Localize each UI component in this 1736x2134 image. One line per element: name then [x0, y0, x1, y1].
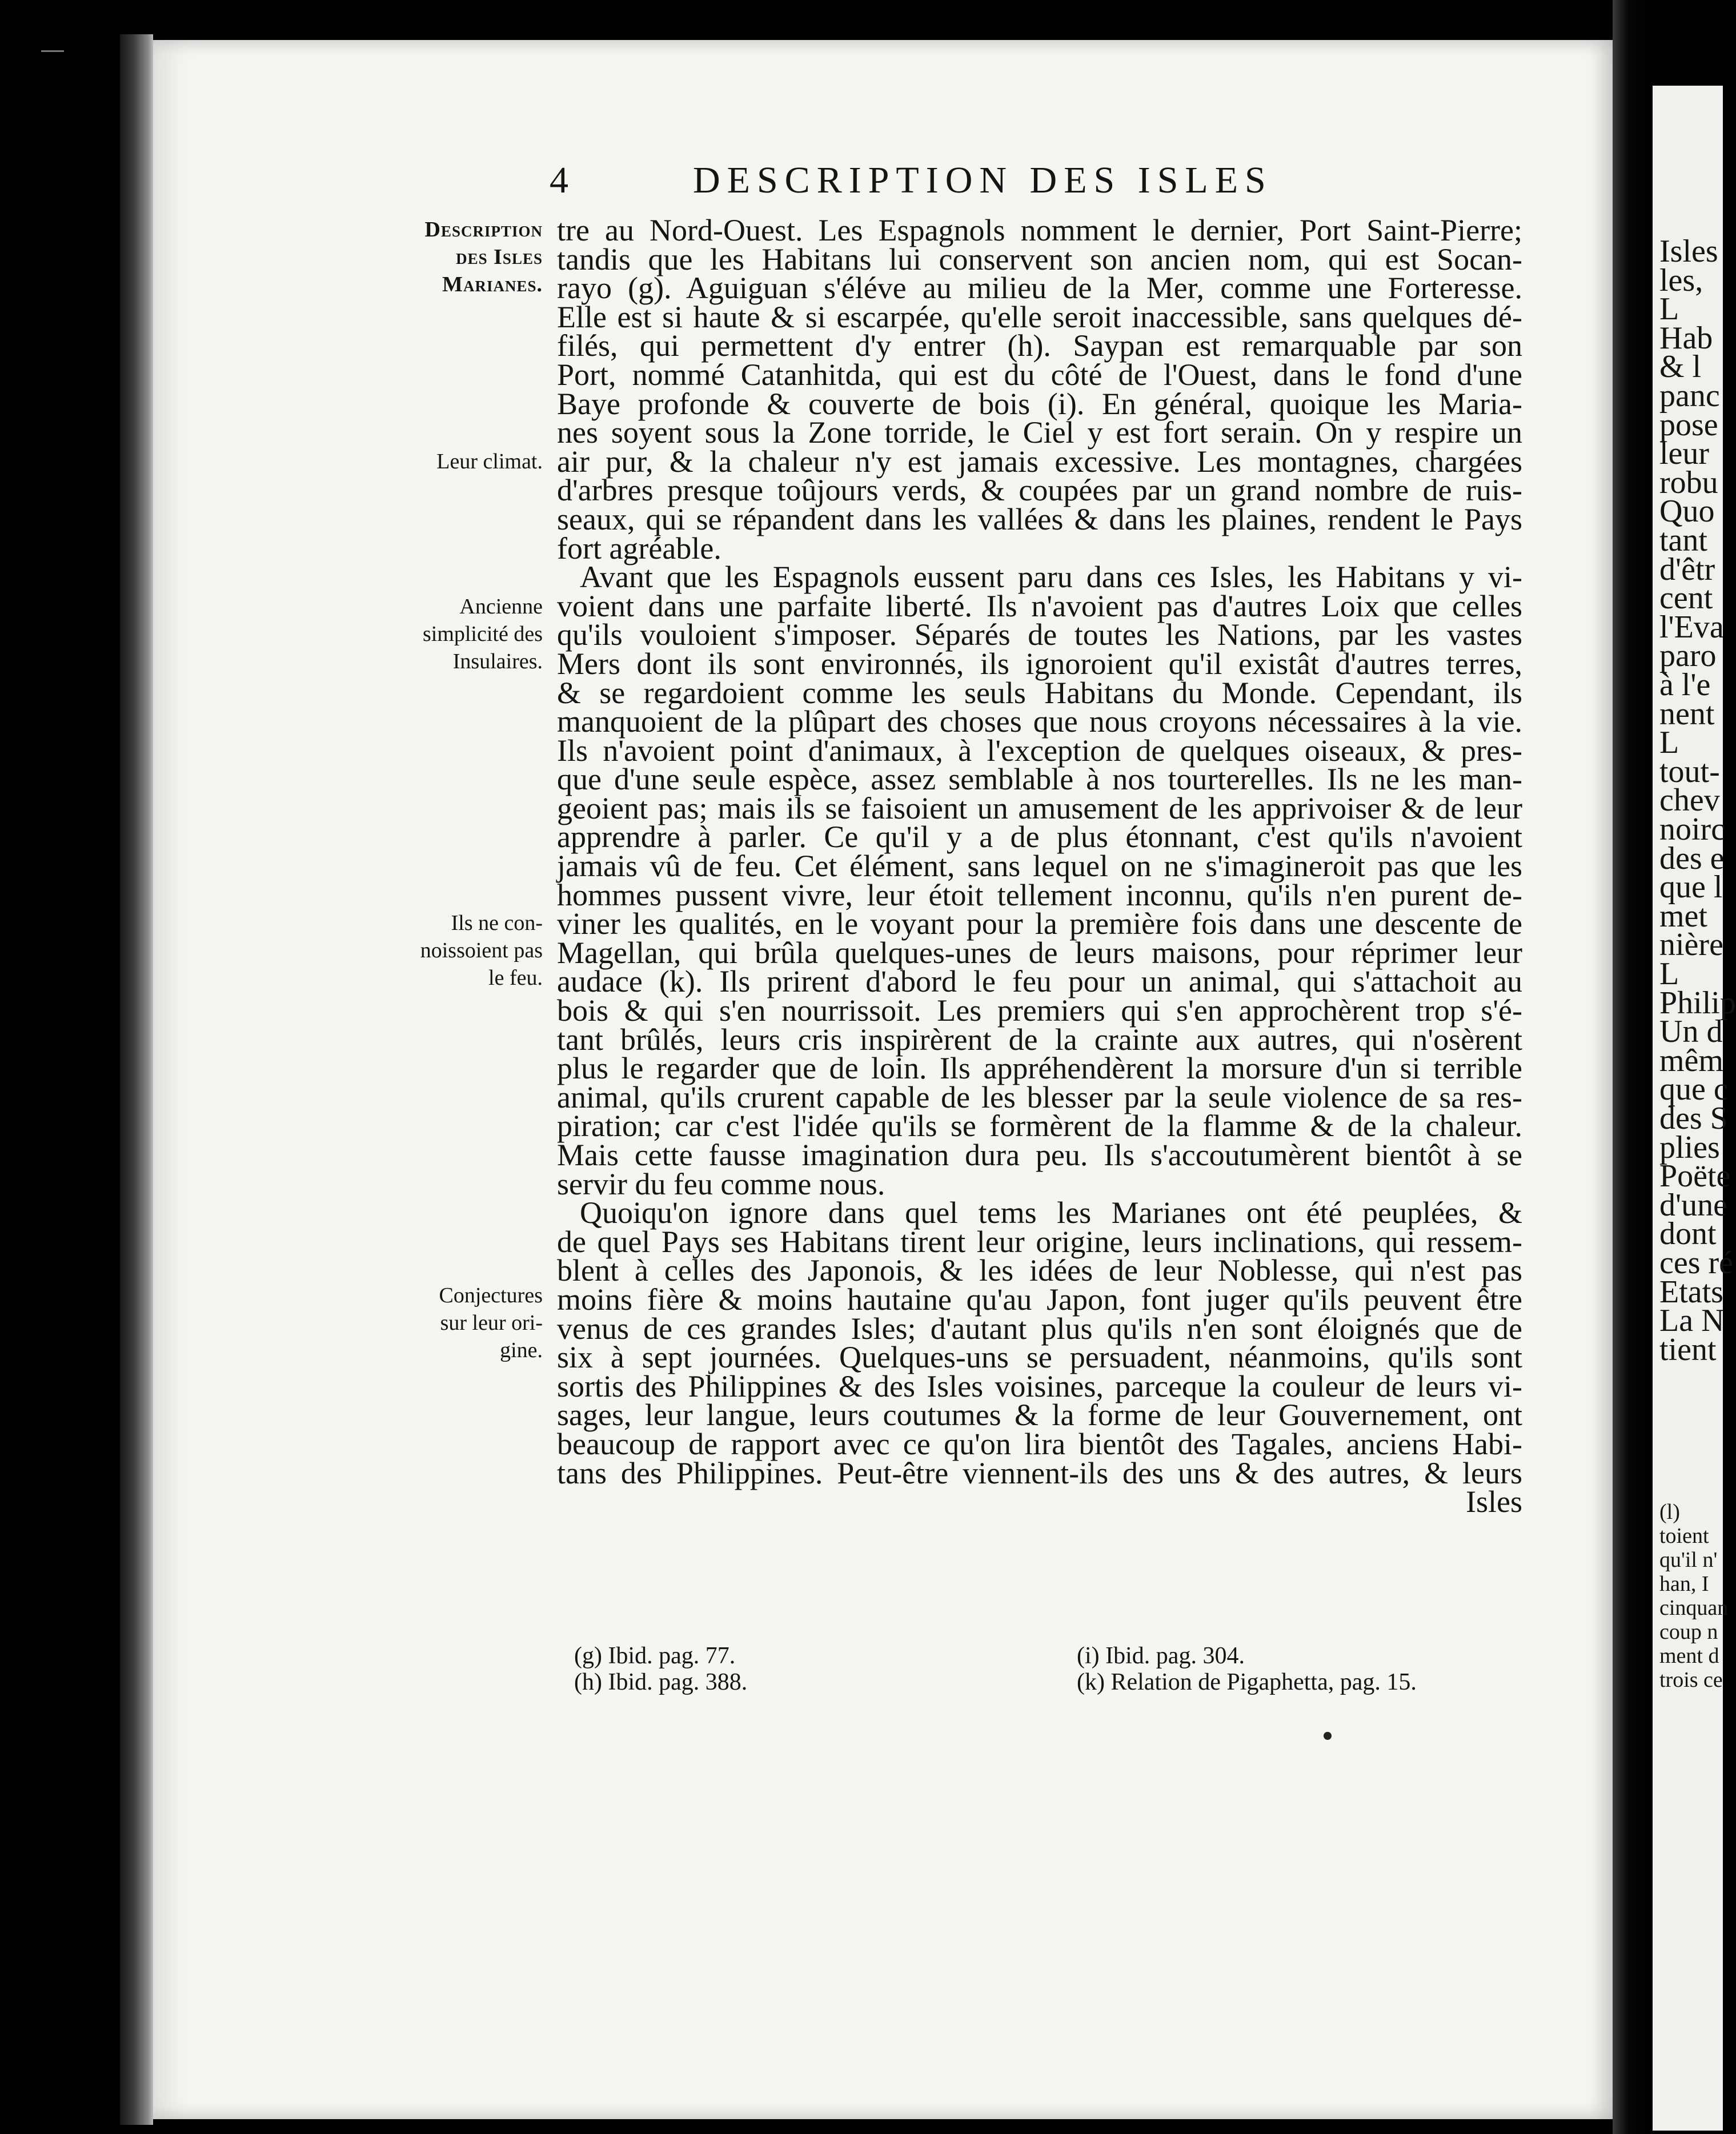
facing-page-word: Quo: [1659, 494, 1715, 530]
text-line: plus le regarder que de loin. Ils appréhendèrent la morsure d'un si terrible: [557, 1051, 1522, 1086]
facing-page-word: robu: [1659, 464, 1718, 500]
facing-page-word: paro: [1659, 638, 1717, 674]
margin-note-line: Ils ne con-: [451, 911, 543, 935]
facing-page-word: que c: [1659, 1072, 1728, 1108]
text-line: six à sept journées. Quelques-uns se persuadent, néanmoins, qu'ils sont: [557, 1340, 1522, 1375]
facing-page-word: pose: [1659, 407, 1718, 443]
facing-page-word: plies: [1659, 1129, 1720, 1165]
facing-page-word: les,: [1659, 262, 1703, 298]
text-line: Port, nommé Catanhitda, qui est du côté de l'Ouest, dans le fond d'une: [557, 357, 1522, 392]
text-line: venus de ces grandes Isles; d'autant plus qu'ils n'en sont éloignés que de: [557, 1311, 1522, 1346]
text-line: apprendre à parler. Ce qu'il y a de plus étonnant, c'est qu'ils n'avoient: [557, 820, 1522, 855]
facing-page-word: panc: [1659, 378, 1720, 414]
facing-page-footnote: coup n: [1659, 1620, 1718, 1644]
text-line: tant brûlés, leurs cris inspirèrent de la crainte aux autres, qui n'osèrent: [557, 1022, 1522, 1057]
facing-page-word: tout-: [1659, 753, 1720, 789]
text-line: qu'ils vouloient s'imposer. Séparés de toutes les Nations, par les vastes: [557, 617, 1522, 652]
text-line: voient dans une parfaite liberté. Ils n'avoient pas d'autres Loix que celles: [557, 588, 1522, 623]
facing-page-footnote: (l): [1659, 1500, 1680, 1524]
facing-page-footnote: toient: [1659, 1524, 1709, 1548]
text-line: sortis des Philippines & des Isles voisines, parceque la couleur de leurs vi-: [557, 1369, 1522, 1403]
margin-note-line: gine.: [500, 1338, 543, 1362]
margin-note-line: noissoient pas: [420, 938, 543, 962]
facing-page-footnote: ment d: [1659, 1644, 1719, 1668]
facing-page-word: des e: [1659, 840, 1725, 876]
text-line: Mais cette fausse imagination dura peu. Ils s'accoutumèrent bientôt à se: [557, 1138, 1522, 1172]
facing-page-word: Poëte: [1659, 1158, 1731, 1194]
text-line: tandis que les Habitans lui conservent son ancien nom, qui est Socan-: [557, 242, 1522, 276]
margin-note-line: des Isles: [456, 245, 543, 269]
text-line: Avant que les Espagnols eussent paru dans ces Isles, les Habitans y vi-: [580, 560, 1522, 595]
facing-page-word: cent: [1659, 580, 1713, 616]
text-line: Baye profonde & couverte de bois (i). En général, quoique les Maria-: [557, 386, 1522, 421]
footnote: (g) Ibid. pag. 77.: [574, 1643, 736, 1669]
facing-page-word: & l: [1659, 349, 1702, 385]
text-line: jamais vû de feu. Cet élément, sans lequel on ne s'imagineroit pas que les: [557, 849, 1522, 884]
margin-note-simplicity: [377, 593, 543, 675]
margin-note-line: Ancienne: [459, 595, 543, 619]
margin-note-line: le feu.: [488, 966, 543, 990]
text-line: viner les qualités, en le voyant pour la première fois dans une descente de: [557, 906, 1522, 941]
margin-note-fire: [377, 909, 543, 992]
footnote: (k) Relation de Pigaphetta, pag. 15.: [1077, 1669, 1417, 1695]
facing-page-word: nent: [1659, 696, 1715, 732]
facing-page-word: chev: [1659, 783, 1720, 819]
margin-note-climate: [377, 448, 543, 475]
text-line: Ils n'avoient point d'animaux, à l'exception de quelques oiseaux, & pres-: [557, 733, 1522, 768]
footnote: (i) Ibid. pag. 304.: [1077, 1643, 1245, 1669]
margin-note-line: Conjectures: [439, 1283, 543, 1307]
margin-note-line: sur leur ori-: [440, 1311, 543, 1335]
facing-page-word: Un d: [1659, 1014, 1723, 1050]
facing-page-word: Hab: [1659, 320, 1713, 356]
facing-page-footnote: cinquan: [1659, 1596, 1729, 1620]
text-line: que d'une seule espèce, assez semblable à nos tourterelles. Ils ne les man-: [557, 762, 1522, 797]
scan-mark: [41, 50, 64, 58]
facing-page-footnote: trois ce: [1659, 1668, 1723, 1692]
text-line: servir du feu comme nous.: [557, 1166, 885, 1201]
facing-page-word: Etats: [1659, 1274, 1723, 1310]
facing-page-word: L: [1659, 956, 1679, 992]
text-line: sages, leur langue, leurs coutumes & la forme de leur Gouvernement, ont: [557, 1398, 1522, 1433]
text-line: Quoiqu'on ignore dans quel tems les Marianes ont été peuplées, &: [580, 1196, 1522, 1230]
margin-note-section-title: [377, 216, 543, 298]
margin-note-line: Description: [424, 218, 543, 242]
facing-page-word: tant: [1659, 523, 1707, 558]
facing-page-word: à l'e: [1659, 667, 1711, 703]
text-line: filés, qui permettent d'y entrer (h). Saypan est remarquable par son: [557, 328, 1522, 363]
book-gutter: [1613, 0, 1653, 2134]
facing-page-word: La N: [1659, 1303, 1725, 1339]
text-line: manquoient de la plûpart des choses que nous croyons nécessaires à la vie.: [557, 704, 1522, 739]
facing-page-footnote: han, I: [1659, 1572, 1709, 1596]
text-line: Magellan, qui brûla quelques-unes de leurs maisons, pour réprimer leur: [557, 935, 1522, 970]
text-line: nes soyent sous la Zone torride, le Ciel y est fort serain. On y respire un: [557, 415, 1522, 450]
facing-page-word: met: [1659, 898, 1707, 934]
catchword: Isles: [1466, 1485, 1522, 1519]
text-line: air pur, & la chaleur n'y est jamais excessive. Les montagnes, chargées: [557, 444, 1522, 479]
text-line: piration; car c'est l'idée qu'ils se formèrent de la flamme & de la chaleur.: [557, 1109, 1522, 1144]
text-line: & se regardoient comme les seuls Habitans du Monde. Cependant, ils: [557, 675, 1522, 710]
text-line: rayo (g). Aguiguan s'éléve au milieu de la Mer, comme une Forteresse.: [557, 271, 1522, 306]
facing-page-word: noirc: [1659, 812, 1726, 847]
text-line: Elle est si haute & si escarpée, qu'elle seroit inaccessible, sans quelques dé-: [557, 299, 1522, 334]
text-line: hommes pussent vivre, leur étoit tellement inconnu, qu'ils n'en purent de-: [557, 877, 1522, 912]
main-text-block: [557, 213, 1522, 1519]
facing-page-word: ces ré: [1659, 1245, 1734, 1281]
facing-page-word: mêm: [1659, 1042, 1723, 1078]
facing-page-footnote: qu'il n': [1659, 1548, 1718, 1572]
footnotes-left: [574, 1643, 747, 1695]
running-title: DESCRIPTION DES ISLES: [693, 159, 1273, 201]
facing-page-word: que l: [1659, 869, 1723, 905]
text-line: geoient pas; mais ils se faisoient un amusement de les apprivoiser & de leur: [557, 791, 1522, 825]
facing-page-fragment: [1653, 86, 1736, 2131]
facing-page-word: des S: [1659, 1101, 1728, 1136]
text-line: audace (k). Ils prirent d'abord le feu pour un animal, qui s'attachoit au: [557, 964, 1522, 999]
margin-note-line: Marianes.: [442, 272, 543, 296]
text-line: d'arbres presque toûjours verds, & coupées par un grand nombre de ruis-: [557, 473, 1522, 508]
facing-page-word: leur: [1659, 436, 1710, 472]
facing-page-word: l'Eva: [1659, 609, 1724, 645]
facing-page-word: nière: [1659, 927, 1723, 963]
margin-note-line: Leur climat.: [436, 450, 543, 474]
text-line: tre au Nord-Ouest. Les Espagnols nomment le dernier, Port Saint-Pierre;: [557, 213, 1522, 247]
footnote: (h) Ibid. pag. 388.: [574, 1669, 748, 1695]
text-line: beaucoup de rapport avec ce qu'on lira bientôt des Tagales, anciens Habi-: [557, 1426, 1522, 1461]
facing-page-word: Philip: [1659, 985, 1736, 1021]
page-number: 4: [550, 159, 568, 201]
margin-note-origin: [377, 1282, 543, 1364]
facing-page-word: d'êtr: [1659, 551, 1715, 587]
text-line: seaux, qui se répandent dans les vallées & dans les plaines, rendent le Pays: [557, 502, 1522, 536]
facing-page-word: d'une: [1659, 1187, 1727, 1223]
facing-page-word: L: [1659, 291, 1679, 327]
margin-note-line: simplicité des: [422, 622, 543, 646]
facing-page-word: dont: [1659, 1216, 1717, 1252]
text-line: de quel Pays ses Habitans tirent leur origine, leurs inclinations, qui ressem-: [557, 1224, 1522, 1259]
text-line: fort agréable.: [557, 531, 721, 565]
footnotes-right: [1077, 1643, 1417, 1695]
facing-page-word: tient: [1659, 1331, 1717, 1367]
text-line: Mers dont ils sont environnés, ils ignoroient qu'il existât d'autres terres,: [557, 646, 1522, 681]
book-edge: [120, 34, 153, 2125]
text-line: moins fière & moins hautaine qu'au Japon, font juger qu'ils peuvent être: [557, 1282, 1522, 1317]
text-line: tans des Philippines. Peut-être viennent-ils des uns & des autres, & leurs: [557, 1455, 1522, 1490]
text-line: animal, qu'ils crurent capable de les blesser par la seule violence de sa res-: [557, 1080, 1522, 1114]
facing-page-word: L: [1659, 725, 1679, 761]
text-line: blent à celles des Japonois, & les idées de leur Noblesse, qui n'est pas: [557, 1253, 1522, 1288]
facing-page-word: Isles: [1659, 234, 1718, 269]
text-line: bois & qui s'en nourrissoit. Les premiers qui s'en approchèrent trop s'é-: [557, 993, 1522, 1028]
signature-dot: [1324, 1732, 1332, 1740]
margin-note-line: Insulaires.: [452, 649, 543, 673]
